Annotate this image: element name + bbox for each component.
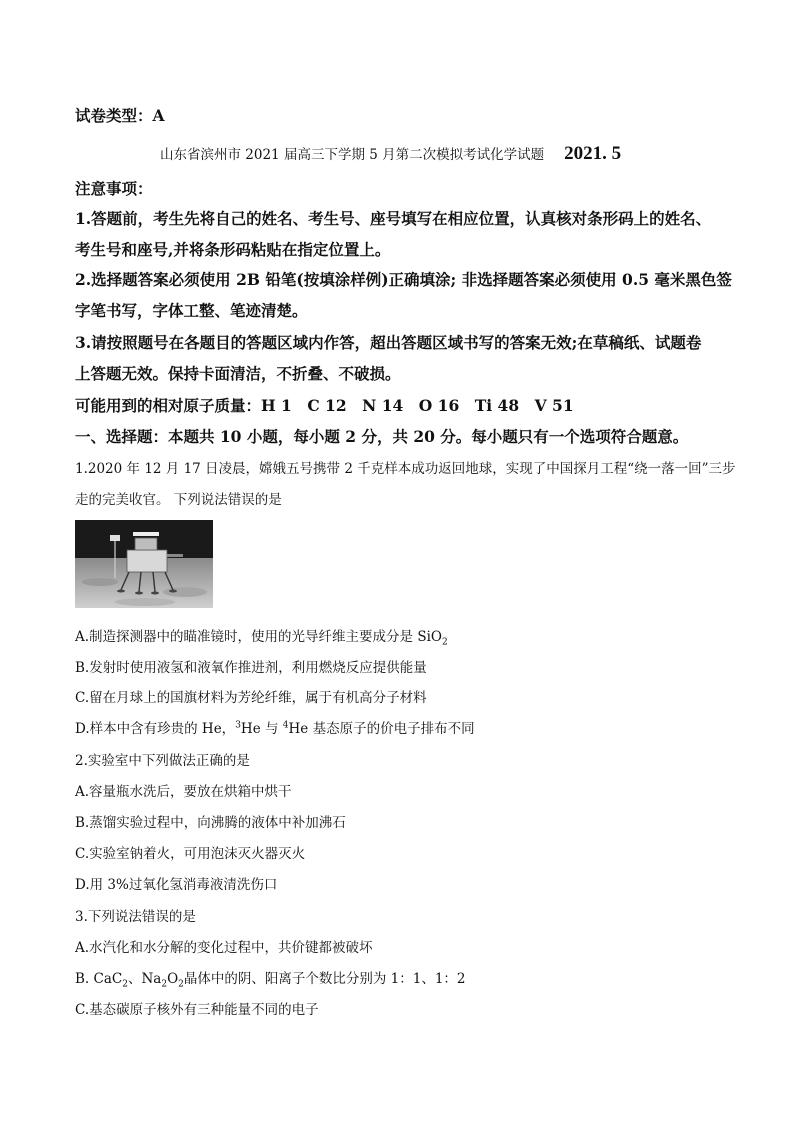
- q3-stem: 3.下列说法错误的是: [75, 909, 196, 925]
- note-3-line-2: 上答题无效。保持卡面清洁，不折叠、不破损。: [75, 364, 401, 383]
- q3-option-c: C.基态碳原子核外有三种能量不同的电子: [75, 1002, 319, 1018]
- atomic-masses: 可能用到的相对原子质量：H 1 C 12 N 14 O 16 Ti 48 V 51: [75, 396, 574, 415]
- exam-title-text: 山东省滨州市 2021 届高三下学期 5 月第二次模拟考试化学试题: [160, 147, 545, 163]
- q2-stem: 2.实验室中下列做法正确的是: [75, 753, 250, 769]
- q1-stem-line-2: 走的完美收官。 下列说法错误的是: [75, 492, 282, 508]
- q1-option-a: A.制造探测器中的瞄准镜时，使用的光导纤维主要成分是 SiO$_2$: [75, 629, 448, 648]
- lunar-lander-photo: [75, 520, 213, 608]
- q2-option-c: C.实验室钠着火，可用泡沫灭火器灭火: [75, 846, 306, 862]
- q2-option-a: A.容量瓶水洗后，要放在烘箱中烘干: [75, 784, 292, 800]
- q1-option-c: C.留在月球上的国旗材料为芳纶纤维，属于有机高分子材料: [75, 690, 427, 706]
- note-1-line-1: 1.答题前，考生先将自己的姓名、考生号、座号填写在相应位置，认真核对条形码上的姓名、: [75, 209, 712, 228]
- q2-option-d: D.用 3%过氧化氢消毒液清洗伤口: [75, 877, 278, 893]
- notes-heading: 注意事项：: [75, 179, 153, 198]
- note-3-line-1: 3.请按照题号在各题目的答题区域内作答，超出答题区域书写的答案无效;在草稿纸、试题卷: [75, 333, 702, 352]
- note-2-line-1: 2.选择题答案必须使用 2B 铅笔(按填涂样例)正确填涂; 非选择题答案必须使用 0.5 毫米黑色签: [75, 270, 732, 289]
- q3-option-b: B. CaC$_2$、$Na_2O_2$晶体中的阴、阳离子个数比分别为 1：1、1：2: [75, 971, 466, 990]
- q3-option-a: A.水汽化和水分解的变化过程中，共价键都被破坏: [75, 940, 373, 956]
- q1-option-d: D.样本中含有珍贵的 He，$^3$He 与 $^4$He 基态原子的价电子排布不同: [75, 720, 475, 737]
- note-2-line-2: 字笔书写，字体工整、笔迹清楚。: [75, 301, 308, 320]
- paper-type: 试卷类型：A: [75, 106, 165, 125]
- exam-title: [160, 143, 621, 165]
- note-1-line-2: 考生号和座号,并将条形码粘贴在指定位置上。: [75, 240, 391, 259]
- q2-option-b: B.蒸馏实验过程中，向沸腾的液体中补加沸石: [75, 815, 346, 831]
- section-heading: 一、选择题：本题共 10 小题，每小题 2 分，共 20 分。每小题只有一个选项符合题意。: [75, 427, 689, 446]
- q1-option-b: B.发射时使用液氢和液氧作推进剂，利用燃烧反应提供能量: [75, 660, 427, 676]
- q1-stem-line-1: 1.2020 年 12 月 17 日凌晨，嫦娥五号携带 2 千克样本成功返回地球，实现了中国探月工程“绕一落一回”三步: [75, 461, 736, 477]
- exam-year: 2021. 5: [564, 143, 622, 164]
